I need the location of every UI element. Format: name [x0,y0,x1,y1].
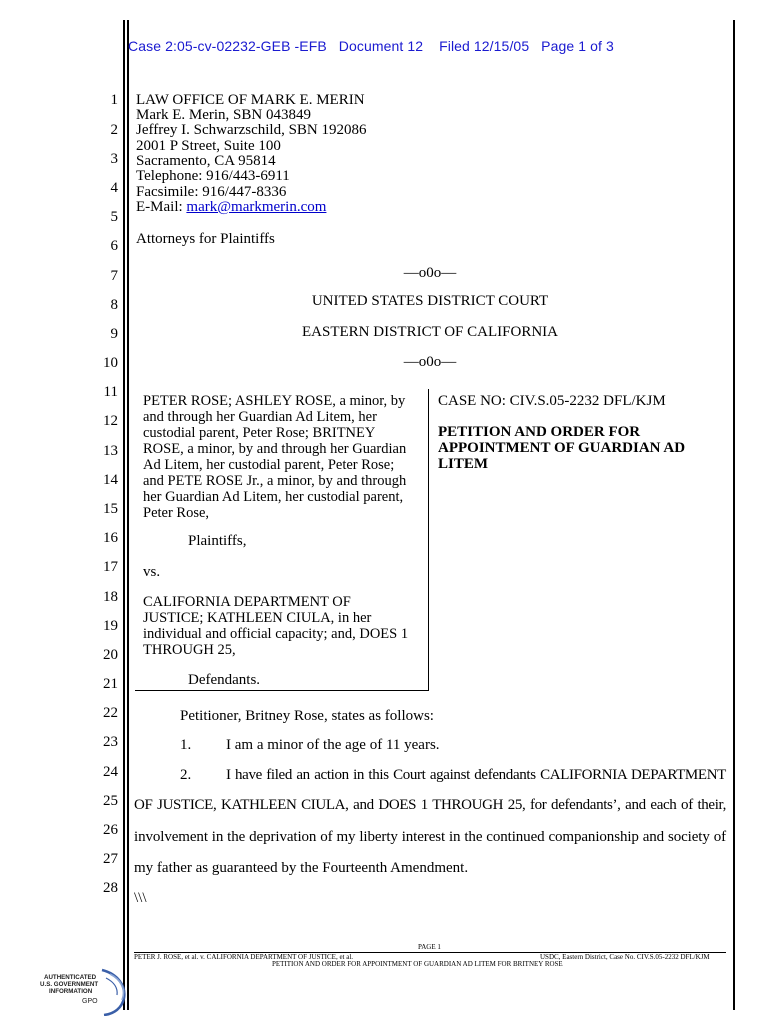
line-number: 24 [103,764,118,780]
line-number: 1 [110,92,118,108]
left-margin-rule [123,20,125,1010]
paragraph-text: my father as guaranteed by the Fourteenth Amendment. [134,860,469,876]
line-number: 7 [110,268,118,284]
line-number: 17 [103,559,118,575]
paragraph-text: I have filed an action in this Court against defendants CALIFORNIA DEPARTMENT [226,767,726,783]
line-number: 27 [103,851,118,867]
paragraph-text: I am a minor of the age of 11 years. [226,737,440,753]
line-number: 4 [110,180,118,196]
attorney-name: Jeffrey I. Schwarzschild, SBN 192086 [136,122,367,138]
line-number: 2 [110,122,118,138]
paragraph-text: involvement in the deprivation of my liberty interest in the continued companionship and society of [134,829,726,845]
line-number: 26 [103,822,118,838]
line-number: 12 [103,413,118,429]
firm-name: LAW OFFICE OF MARK E. MERIN [136,92,365,108]
defendants-line: JUSTICE; KATHLEEN CIULA, in her [143,610,372,626]
defendants-line: CALIFORNIA DEPARTMENT OF [143,594,351,610]
line-number: 5 [110,209,118,225]
footer-case-caption: PETER J. ROSE, et al. v. CALIFORNIA DEPARTMENT OF JUSTICE, et al. [134,953,354,961]
seal-gpo-mark: GPO [82,998,98,1005]
seal-text: U.S. GOVERNMENT [40,981,99,988]
page-number: PAGE 1 [418,943,441,951]
line-number: 13 [103,443,118,459]
city-address: Sacramento, CA 95814 [136,153,276,169]
email-line [136,199,326,215]
attorneys-for: Attorneys for Plaintiffs [136,231,275,247]
continuation-mark: \\\ [134,890,147,906]
footer-case-number: USDC, Eastern District, Case No. CIV.S.05-2232 DFL/KJM [540,953,710,961]
line-number: 8 [110,297,118,313]
line-number: 21 [103,676,118,692]
document-title-line: LITEM [438,456,489,472]
line-number: 19 [103,618,118,634]
ecf-header-stamp: Case 2:05-cv-02232-GEB -EFB Document 12 Filed 12/15/05 Page 1 of 3 [128,38,614,54]
plaintiffs-label: Plaintiffs, [188,533,247,549]
left-margin-rule-inner [127,20,129,1010]
plaintiffs-line: ROSE, a minor, by and through her Guardian [143,441,407,457]
defendants-line: individual and official capacity; and, DOES 1 [143,626,409,642]
caption-vertical-rule [428,389,429,691]
right-margin-rule [733,20,735,1010]
attorney-name: Mark E. Merin, SBN 043849 [136,107,311,123]
paragraph-number: 2. [180,767,192,783]
plaintiffs-line: Ad Litem, her custodial parent, Peter Rose; [143,457,395,473]
case-number: CASE NO: CIV.S.05-2232 DFL/KJM [438,393,666,409]
versus: vs. [143,564,161,580]
line-number: 14 [103,472,118,488]
line-number: 6 [110,238,118,254]
ornament-divider: —o0o— [403,265,457,281]
footer-document-title: PETITION AND ORDER FOR APPOINTMENT OF GUARDIAN AD LITEM FOR BRITNEY ROSE [272,960,563,968]
email-link[interactable]: mark@markmerin.com [186,199,327,215]
line-number: 9 [110,326,118,342]
line-number: 22 [103,705,118,721]
paragraph-number: 1. [180,737,192,753]
document-title-line: PETITION AND ORDER FOR [438,424,641,440]
line-number: 25 [103,793,118,809]
facsimile: Facsimile: 916/447-8336 [136,184,287,200]
defendants-label: Defendants. [188,672,261,688]
plaintiffs-line: custodial parent, Peter Rose; BRITNEY [143,425,376,441]
plaintiffs-line: her Guardian Ad Litem, her custodial parent, [143,489,404,505]
plaintiffs-line: Peter Rose, [143,505,210,521]
seal-text: AUTHENTICATED [44,974,97,981]
plaintiffs-line: and PETE ROSE Jr., a minor, by and through [143,473,407,489]
line-number: 20 [103,647,118,663]
line-number: 18 [103,589,118,605]
line-number: 15 [103,501,118,517]
line-number: 28 [103,880,118,896]
street-address: 2001 P Street, Suite 100 [136,138,281,154]
court-name: UNITED STATES DISTRICT COURT [311,293,549,309]
court-district: EASTERN DISTRICT OF CALIFORNIA [302,324,558,340]
line-number: 10 [103,355,118,371]
plaintiffs-line: and through her Guardian Ad Litem, her [143,409,377,425]
gpo-authentication-seal [40,968,140,1016]
line-number: 16 [103,530,118,546]
paragraph-text: OF JUSTICE, KATHLEEN CIULA, and DOES 1 THROUGH 25, for defendants’, and each of their, [134,797,726,813]
defendants-line: THROUGH 25, [143,642,236,658]
telephone: Telephone: 916/443-6911 [136,168,290,184]
intro-sentence: Petitioner, Britney Rose, states as follows: [180,708,434,724]
line-number: 23 [103,734,118,750]
document-title-line: APPOINTMENT OF GUARDIAN AD [438,440,686,456]
email-label: E-Mail: [136,199,187,215]
line-number: 11 [103,384,118,400]
line-number: 3 [110,151,118,167]
ornament-divider: —o0o— [403,354,457,370]
plaintiffs-line: PETER ROSE; ASHLEY ROSE, a minor, by [143,393,406,409]
caption-horizontal-rule [135,690,429,691]
seal-text: INFORMATION [49,988,93,995]
